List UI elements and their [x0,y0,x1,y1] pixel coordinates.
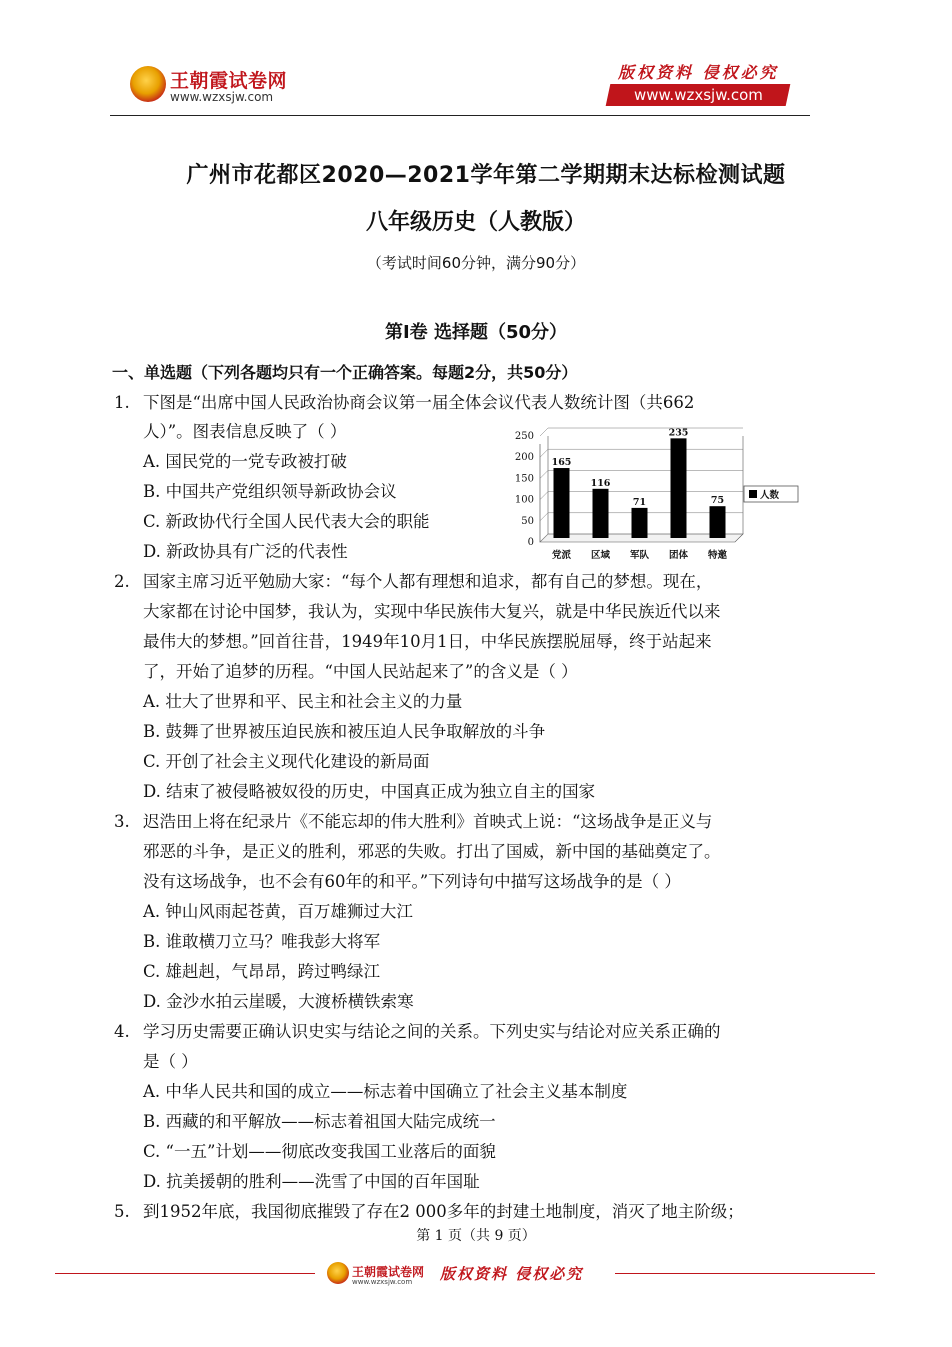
q3-option-c: C. 雄赳赳，气昂昂，跨过鸭绿江 [143,962,381,981]
chart-y-tick-label: 0 [527,537,534,548]
q3-line: 没有这场战争，也不会有60年的和平。”下列诗句中描写这场战争的是（ ） [143,872,681,891]
chart-bar-value-label: 75 [710,495,725,507]
exam-title: 广州市花都区2020—2021学年第二学期期末达标检测试题 [186,163,786,188]
chart-bar-value-label: 116 [590,477,611,489]
q4-number: 4. [114,1022,130,1041]
chart-x-tick-label: 团体 [668,550,689,561]
chart-x-tick-label: 特邀 [707,550,728,561]
q2-line: 大家都在讨论中国梦，我认为，实现中华民族伟大复兴，就是中华民族近代以来 [143,602,721,621]
page-number: 第 1 页（共 9 页） [416,1228,536,1244]
q3-number: 3. [114,812,130,831]
q5-line: 到1952年底，我国彻底摧毁了存在2 000多年的封建土地制度，消灭了地主阶级； [143,1202,744,1221]
q1-number: 1. [114,393,130,412]
q2-line: 了，开始了追梦的历程。“中国人民站起来了”的含义是（ ） [143,662,578,681]
chart-x-axis [552,549,728,561]
copyright-notice: 版权资料 侵权必究 [618,63,779,82]
q4-option-a: A. 中华人民共和国的成立——标志着中国确立了社会主义基本制度 [143,1082,628,1101]
chart-y-tick-label: 150 [514,473,534,485]
chart-x-tick-label: 军队 [629,550,650,561]
exam-note: （考试时间60分钟，满分90分） [366,254,586,272]
chart-y-tick-label: 250 [514,431,534,442]
footer-logo-icon [327,1262,349,1284]
legend-label: 人数 [760,490,780,501]
chart-bar [710,506,726,538]
chart-bar [671,438,687,538]
chart-bar-value-label: 165 [551,457,572,469]
chart-x-tick-label: 党派 [551,550,572,561]
q4-option-b: B. 西藏的和平解放——标志着祖国大陆完成统一 [143,1112,496,1131]
q5-number: 5. [114,1202,130,1221]
chart-bar [593,489,609,538]
q2-line: 最伟大的梦想。”回首往昔，1949年10月1日，中华民族摆脱屈辱，终于站起来 [143,632,712,651]
q4-option-d: D. 抗美援朝的胜利——洗雪了中国的百年国耻 [143,1172,480,1191]
chart-gridline-side [540,492,548,500]
chart-x-tick-label: 区域 [590,550,611,561]
legend-swatch [749,490,757,498]
exam-subtitle: 八年级历史（人教版） [365,210,586,235]
logo-name: 王朝霞试卷网 [170,70,288,92]
logo-url: www.wzxsjw.com [170,90,274,104]
chart-y-axis [515,431,534,548]
chart-y-tick-label: 200 [514,452,534,464]
q1-line: 人）”。图表信息反映了（ ） [143,422,347,441]
footer-logo-url: www.wzxsjw.com [352,1278,413,1286]
q3-option-b: B. 谁敢横刀立马？唯我彭大将军 [143,932,381,951]
chart-gridline-side [540,513,548,521]
q1-option-c: C. 新政协代行全国人民代表大会的职能 [143,512,430,531]
q3-line: 邪恶的斗争，是正义的胜利，邪恶的失败。打出了国威，新中国的基础奠定了。 [143,842,721,861]
q3-option-a: A. 钟山风雨起苍黄，百万雄狮过大江 [143,902,413,921]
q1-line: 下图是“出席中国人民政治协商会议第一届全体会议代表人数统计图（共662 [143,393,695,412]
chart-gridline-side [540,428,548,436]
chart-y-tick-label: 100 [514,494,534,506]
q4-line: 是（ ） [143,1052,198,1071]
footer-rule-right [615,1273,875,1274]
chart-bars [552,427,726,538]
chart-bar [632,508,648,538]
footer-copyright: 版权资料 侵权必究 [440,1265,584,1283]
q3-option-d: D. 金沙水拍云崖暖，大渡桥横铁索寒 [143,992,414,1011]
url-badge: www.wzxsjw.com [606,84,791,106]
chart-legend [744,486,798,502]
q2-option-a: A. 壮大了世界和平、民主和社会主义的力量 [143,692,463,711]
chart-bar-value-label: 71 [632,496,647,508]
chart-gridline-side [540,470,548,478]
q2-number: 2. [114,572,130,591]
section-heading: 一、单选题（下列各题均只有一个正确答案。每题2分，共50分） [112,363,578,382]
q1-option-b: B. 中国共产党组织领导新政协会议 [143,482,397,501]
q2-line: 国家主席习近平勉励大家：“每个人都有理想和追求，都有自己的梦想。现在， [143,572,713,591]
chart-gridline-side [540,449,548,457]
part-heading: 第Ⅰ卷 选择题（50分） [384,322,567,343]
chart-bar [554,468,570,538]
footer-rule-left [55,1273,315,1274]
q4-line: 学习历史需要正确认识史实与结论之间的关系。下列史实与结论对应关系正确的 [143,1022,721,1041]
q4-option-c: C. “一五”计划——彻底改变我国工业落后的面貌 [143,1142,496,1161]
delegates-bar-chart [500,420,810,566]
footer-logo-name: 王朝霞试卷网 [352,1265,425,1279]
q2-option-b: B. 鼓舞了世界被压迫民族和被压迫人民争取解放的斗争 [143,722,546,741]
header-divider [110,115,810,116]
logo-badge-icon [130,66,166,102]
q1-option-d: D. 新政协具有广泛的代表性 [143,542,348,561]
q3-line: 迟浩田上将在纪录片《不能忘却的伟大胜利》首映式上说：“这场战争是正义与 [143,812,713,831]
q1-option-a: A. 国民党的一党专政被打破 [143,452,347,471]
chart-bar-value-label: 235 [668,427,689,439]
chart-y-tick-label: 50 [521,515,534,527]
q2-option-c: C. 开创了社会主义现代化建设的新局面 [143,752,430,771]
q2-option-d: D. 结束了被侵略被奴役的历史，中国真正成为独立自主的国家 [143,782,596,801]
